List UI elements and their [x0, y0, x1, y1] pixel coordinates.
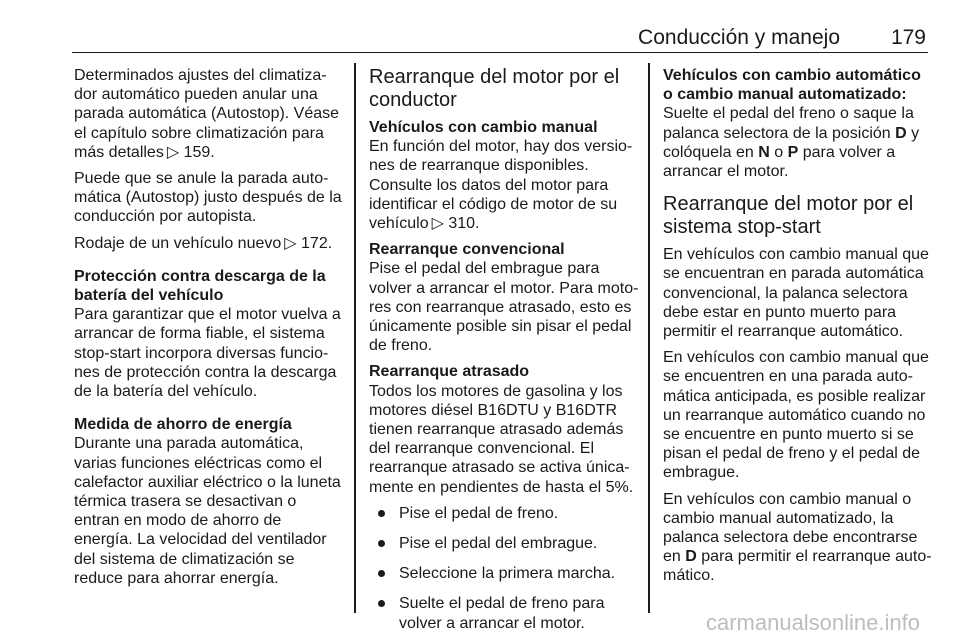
page-header: [72, 22, 928, 53]
subheading: Vehículos con cambio manual: [369, 119, 598, 136]
paragraph: Rodaje de un vehículo nuevo ▷ 172.: [74, 234, 333, 252]
paragraph: En vehículos con cambio manual o cambio manual automatizado, la palanca selectora debe encontrarse en D para permitir el rearranque auto-mático.: [663, 490, 932, 585]
paragraph: Todos los motores de gasolina y los motores diésel B16DTU y B16DTR tienen rearranque atrasado además del rearranque convencional. El rearranque atrasado se activa única-mente en pendientes de hasta el 5%.: [369, 382, 634, 496]
paragraph: Puede que se anule la parada auto-mática (Autostop) justo después de la conducción por autopista.: [74, 170, 342, 226]
column-3: [663, 66, 933, 593]
list-item: Suelte el pedal de freno para volver a arrancar el motor.: [369, 594, 639, 632]
paragraph: En función del motor, hay dos versio-nes de rearranque disponibles. Consulte los datos del motor para identificar el código de motor de su vehículo ▷ 310.: [369, 138, 633, 233]
bullet-icon: [378, 510, 385, 517]
subheading: Medida de ahorro de energía: [74, 416, 292, 434]
page-ref[interactable]: 310.: [448, 215, 480, 233]
watermark: carmanualsonline.info: [705, 610, 920, 635]
paragraph: Determinados ajustes del climatiza-dor automático pueden anular una parada automática (Autostop). Véase el capítulo sobre climatización para más detalles ▷ 159.: [74, 67, 340, 161]
column-divider: [648, 63, 650, 613]
bullet-icon: [378, 570, 385, 577]
subheading: Rearranque atrasado: [369, 363, 530, 381]
paragraph: Durante una parada automática, varias funciones eléctricas como el calefactor auxiliar eléctrico o la luneta térmica trasera se desactivan o entran en modo de ahorro de energía. La velocidad del ventilador del sistema de climatización se reduce para ahorrar energía.: [74, 435, 341, 587]
subheading: Vehículos con cambio automático o cambio manual automatizado:: [663, 67, 921, 104]
list-item: Pise el pedal del embrague.: [369, 534, 639, 553]
paragraph: Pise el pedal del embrague para volver a arrancar el motor. Para moto-res con rearranque atrasado, esto es únicamente posible sin pisar el pedal de freno.: [369, 260, 639, 355]
list-item: Seleccione la primera marcha.: [369, 564, 639, 583]
paragraph: En vehículos con cambio manual que se encuentren en una parada auto-mática anticipada, es posible realizar un rearranque automático cuando no se encuentre en punto muerto si se pisan el pedal de freno y el pedal de embrague.: [663, 349, 929, 482]
page-ref-icon: ▷: [166, 143, 180, 161]
bullet-list: [369, 504, 639, 633]
bullet-icon: [378, 600, 385, 607]
page-ref-icon: ▷: [284, 234, 297, 252]
page-ref[interactable]: 172.: [301, 234, 333, 252]
subheading: Protección contra descarga de la batería del vehículo: [74, 267, 326, 305]
bullet-icon: [378, 540, 385, 547]
page-ref[interactable]: 159.: [183, 143, 215, 161]
column-divider: [354, 63, 356, 613]
page-number: 179: [890, 26, 926, 49]
paragraph: En vehículos con cambio manual que se encuentran en parada automática convencional, la palanca selectora debe estar en punto muerto para permitir el rearranque automático.: [663, 246, 929, 341]
paragraph: Suelte el pedal del freno o saque la palanca selectora de la posición D y colóquela en N o P para volver a arrancar el motor.: [663, 105, 920, 181]
chapter-title: Conducción y manejo: [638, 26, 840, 49]
column-1: [74, 66, 344, 595]
page-ref-icon: ▷: [431, 215, 444, 233]
list-item: Pise el pedal de freno.: [369, 504, 639, 523]
section-heading: Rearranque del motor por el sistema stop-start: [663, 193, 914, 239]
column-2: [369, 66, 639, 644]
subheading: Rearranque convencional: [369, 241, 565, 259]
paragraph: Para garantizar que el motor vuelva a arrancar de forma fiable, el sistema stop-start incorpora diversas funcio-nes de protección contra la descarga de la batería del vehículo.: [74, 306, 341, 401]
section-heading: Rearranque del motor por el conductor: [369, 66, 620, 111]
